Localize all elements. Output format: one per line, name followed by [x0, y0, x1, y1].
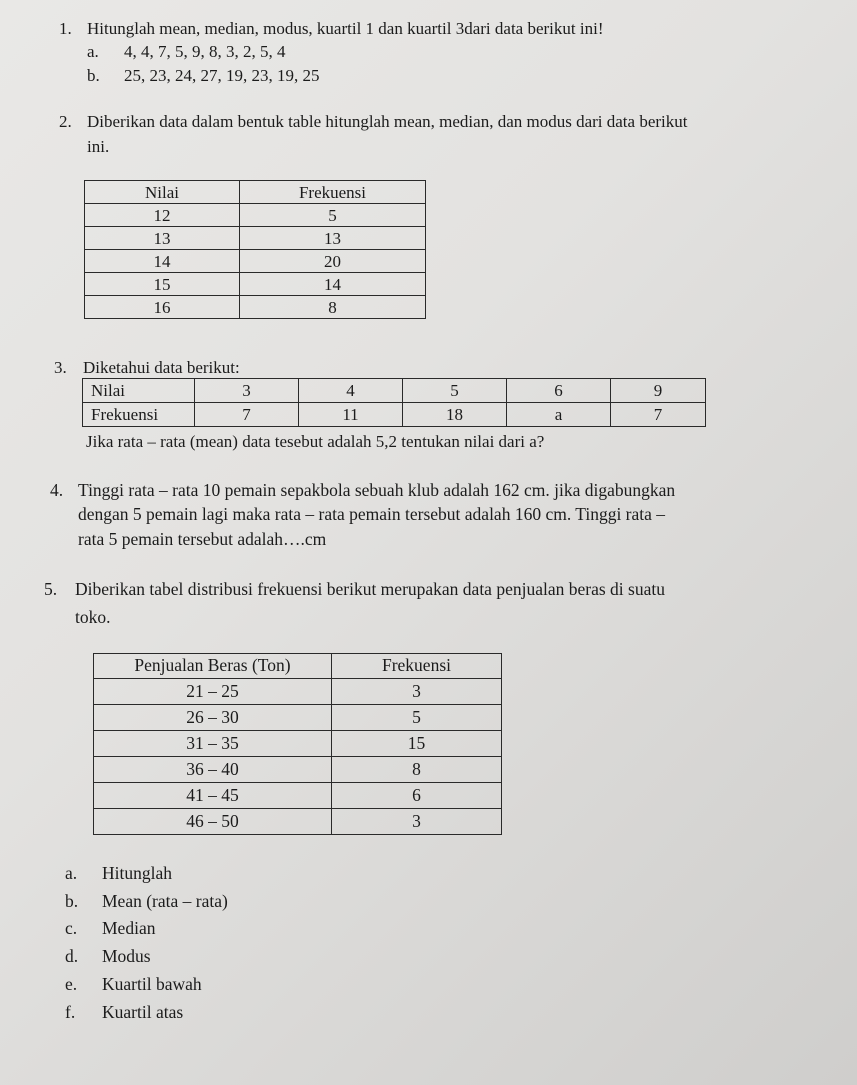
q5-text-line1: Diberikan tabel distribusi frekuensi berikut merupakan data penjualan beras di suatu — [75, 579, 665, 599]
q2-header-frekuensi: Frekuensi — [240, 181, 426, 204]
q5-cell-frekuensi: 3 — [332, 809, 502, 835]
q3-number: 3. — [54, 358, 67, 377]
q5-item-f-text: Kuartil atas — [102, 1002, 184, 1022]
table-row — [83, 379, 706, 403]
q2-table — [84, 180, 426, 319]
q5-item-d-label: d. — [65, 946, 79, 966]
table-row — [94, 731, 502, 757]
q2-cell-frekuensi: 5 — [240, 204, 426, 227]
q5-cell-frekuensi: 8 — [332, 757, 502, 783]
q3-cell: 5 — [403, 379, 507, 403]
q1-item-a-text: 4, 4, 7, 5, 9, 8, 3, 2, 5, 4 — [124, 42, 286, 61]
q5-cell-interval: 26 – 30 — [94, 705, 332, 731]
q3-table — [82, 378, 706, 427]
q2-cell-frekuensi: 8 — [240, 296, 426, 319]
q3-cell: 6 — [507, 379, 611, 403]
q2-cell-frekuensi: 14 — [240, 273, 426, 296]
q3-text: Diketahui data berikut: — [83, 358, 240, 377]
q5-cell-interval: 46 – 50 — [94, 809, 332, 835]
q3-cell: 7 — [195, 403, 299, 427]
table-row — [85, 296, 426, 319]
q3-cell: 7 — [611, 403, 706, 427]
q2-cell-frekuensi: 13 — [240, 227, 426, 250]
q5-item-e-label: e. — [65, 974, 78, 994]
q5-cell-interval: 31 – 35 — [94, 731, 332, 757]
q5-item-e-text: Kuartil bawah — [102, 974, 202, 994]
q5-header-frekuensi: Frekuensi — [332, 654, 502, 679]
q5-item-b-text: Mean (rata – rata) — [102, 891, 228, 911]
q4-text-line1: Tinggi rata – rata 10 pemain sepakbola sebuah klub adalah 162 cm. jika digabungkan — [78, 480, 676, 500]
q2-text-line1: Diberikan data dalam bentuk table hitunglah mean, median, dan modus dari data berikut — [87, 112, 688, 131]
q3-cell: 11 — [299, 403, 403, 427]
table-row — [85, 273, 426, 296]
table-row — [85, 204, 426, 227]
q3-row-label-frekuensi: Frekuensi — [83, 403, 195, 427]
table-row — [94, 809, 502, 835]
q5-table — [93, 653, 502, 835]
q5-item-b-label: b. — [65, 891, 79, 911]
q5-item-a-label: a. — [65, 863, 78, 883]
q2-cell-nilai: 15 — [85, 273, 240, 296]
q2-header-nilai: Nilai — [85, 181, 240, 204]
table-row — [85, 250, 426, 273]
q5-cell-frekuensi: 15 — [332, 731, 502, 757]
q5-item-a-text: Hitunglah — [102, 863, 172, 883]
q5-cell-frekuensi: 6 — [332, 783, 502, 809]
table-row — [94, 705, 502, 731]
q5-cell-interval: 21 – 25 — [94, 679, 332, 705]
q5-text-line2: toko. — [75, 607, 111, 627]
q5-item-c-text: Median — [102, 918, 156, 938]
table-row — [94, 679, 502, 705]
q4-text-line2: dengan 5 pemain lagi maka rata – rata pemain tersebut adalah 160 cm. Tinggi rata – — [78, 504, 666, 524]
q2-cell-nilai: 14 — [85, 250, 240, 273]
table-row — [85, 227, 426, 250]
q5-item-c-label: c. — [65, 918, 78, 938]
q5-cell-frekuensi: 5 — [332, 705, 502, 731]
q3-cell: 4 — [299, 379, 403, 403]
q2-number: 2. — [59, 112, 72, 131]
q5-item-f-label: f. — [65, 1002, 76, 1022]
table-row — [94, 783, 502, 809]
q5-header-penjualan: Penjualan Beras (Ton) — [94, 654, 332, 679]
q1-text: Hitunglah mean, median, modus, kuartil 1 dan kuartil 3dari data berikut ini! — [87, 19, 604, 38]
q2-cell-frekuensi: 20 — [240, 250, 426, 273]
q2-cell-nilai: 16 — [85, 296, 240, 319]
q4-number: 4. — [50, 480, 64, 500]
q2-text-line2: ini. — [87, 137, 110, 156]
q2-cell-nilai: 13 — [85, 227, 240, 250]
q5-cell-interval: 36 – 40 — [94, 757, 332, 783]
q3-cell: 18 — [403, 403, 507, 427]
q1-item-a-label: a. — [87, 42, 99, 61]
q4-text-line3: rata 5 pemain tersebut adalah….cm — [78, 529, 327, 549]
table-row — [94, 757, 502, 783]
q3-question: Jika rata – rata (mean) data tesebut adalah 5,2 tentukan nilai dari a? — [86, 432, 545, 451]
q1-item-b-label: b. — [87, 66, 100, 85]
q5-number: 5. — [44, 579, 58, 599]
q3-cell: a — [507, 403, 611, 427]
q3-cell: 9 — [611, 379, 706, 403]
q1-item-b-text: 25, 23, 24, 27, 19, 23, 19, 25 — [124, 66, 320, 85]
q1-number: 1. — [59, 19, 72, 38]
table-row — [83, 403, 706, 427]
q5-cell-frekuensi: 3 — [332, 679, 502, 705]
q5-item-d-text: Modus — [102, 946, 151, 966]
q2-cell-nilai: 12 — [85, 204, 240, 227]
q3-row-label-nilai: Nilai — [83, 379, 195, 403]
q5-cell-interval: 41 – 45 — [94, 783, 332, 809]
q3-cell: 3 — [195, 379, 299, 403]
